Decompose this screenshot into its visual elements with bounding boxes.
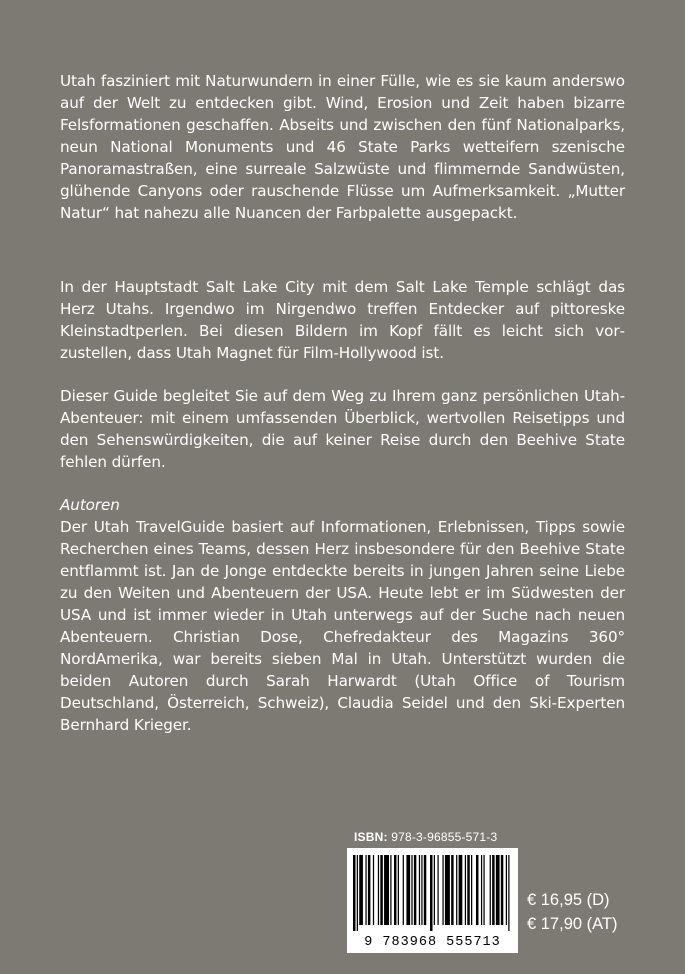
price-austria: € 17,90 (AT) [527, 915, 618, 933]
price-germany: € 16,95 (D) [527, 891, 610, 909]
barcode-digits: 9 783968 555713 [364, 935, 501, 950]
paragraph-text: Utah fasziniert mit Naturwundern in einer Fülle, wie es sie kaum anderswo auf der Welt zu entdecken gibt. Wind, Erosion und Zeit haben bizarre Felsformationen geschaffen. Abseits und zwischen den fünf Nationalparks, neun National Monuments und 46 State Parks wetteifern szenische Panoramastraßen, eine surreale Salzwüste und flimmernde Sandwüsten, glühende Canyons oder rauschende Flüsse um Aufmerksamkeit. „Mutter Natur“ hat nahezu alle Nuancen der Farbpalette ausgepackt. [60, 72, 625, 222]
guide-paragraph [60, 385, 625, 473]
barcode-block [347, 830, 518, 953]
barcode [347, 848, 518, 953]
authors-heading: Autoren [60, 496, 120, 514]
isbn-line [354, 830, 518, 844]
intro-paragraph [60, 70, 625, 224]
authors-section [60, 494, 625, 736]
isbn-label: ISBN: [354, 830, 388, 844]
capital-paragraph [60, 276, 625, 364]
paragraph-text: Dieser Guide begleitet Sie auf dem Weg zu Ihrem ganz persönlichen Utah-Abenteuer: mit einem umfassenden Überblick, wertvollen Reisetipps und den Sehenswürdigkeiten, die auf keiner Reise durch den Beehive State fehlen dürfen. [60, 387, 625, 471]
authors-text: Der Utah TravelGuide basiert auf Informationen, Erlebnissen, Tipps sowie Recherchen eines Teams, dessen Herz insbesondere für den Beehive State entflammt ist. Jan de Jonge entdeckte bereits in jungen Jahren seine Liebe zu den Weiten und Abenteuern der USA. Heute lebt er im Südwesten der USA und ist immer wieder in Utah unterwegs auf der Suche nach neuen Abenteuern. Christian Dose, Chefredakteur des Magazins 360° NordAmerika, war bereits sieben Mal in Utah. Unterstützt wurden die beiden Autoren durch Sarah Harwardt (Utah Office of Tourism Deutschland, Österreich, Schweiz), Claudia Seidel und den Ski-Experten Bernhard Krieger. [60, 518, 625, 734]
barcode-bars-icon [353, 855, 512, 931]
price-list [527, 888, 617, 936]
paragraph-text: In der Hauptstadt Salt Lake City mit dem Salt Lake Temple schlägt das Herz Utahs. Irgendwo im Nirgendwo treffen Entdecker auf pittoreske Kleinstadtperlen. Bei diesen Bildern im Kopf fällt es leicht sich vorzustellen, dass Utah Magnet für Film-Hollywood ist. [60, 278, 625, 362]
isbn-number: 978-3-96855-571-3 [391, 830, 498, 844]
